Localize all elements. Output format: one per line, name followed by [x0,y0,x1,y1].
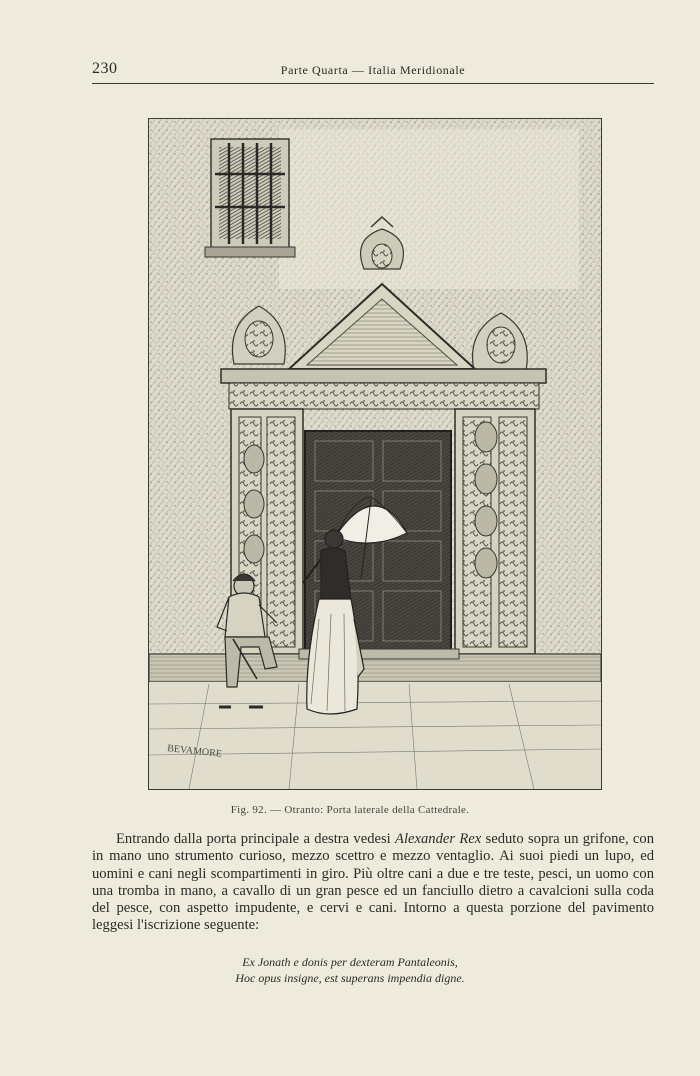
body-italic-name: Alexander Rex [395,831,482,847]
body-paragraph [92,831,654,935]
page-header [92,58,654,80]
latin-inscription [0,954,700,986]
right-pilaster [455,409,535,654]
page-number: 230 [92,60,118,77]
engraving-illustration [148,118,602,790]
body-text-part1: Entrando dalla porta principale a destra vedesi [116,831,396,847]
artist-signature: BEVAMORE [166,743,223,760]
running-head: Parte Quarta — Italia Meridionale [280,63,466,77]
header-rule [92,83,654,84]
body-text-part2: seduto sopra un grifone, con in mano uno strumento curioso, mezzo scettro e mezzo ventaglio. Ai suoi piedi un lupo, ed uomini e cani negli scompartimenti in giro. Più oltre cani a due e tre teste, pesci, un uomo con una tromba in mano, a cavallo di un gran pesce ed un fanciullo dietro a cavalcioni sulla coda del pesce, con aspetto impudente, e cervi e cani. Intorno a questa porzione del pavimento leggesi l'iscrizione seguente: [92,831,654,934]
inscription-line-1: Ex Jonath e donis per dexteram Pantaleonis, [242,955,458,969]
pavement [149,682,601,789]
figure-caption: Fig. 92. — Otranto: Porta laterale della Cattedrale. [230,804,470,816]
inscription-line-2: Hoc opus insigne, est superans impendia digne. [235,971,465,985]
barred-window [205,139,295,257]
